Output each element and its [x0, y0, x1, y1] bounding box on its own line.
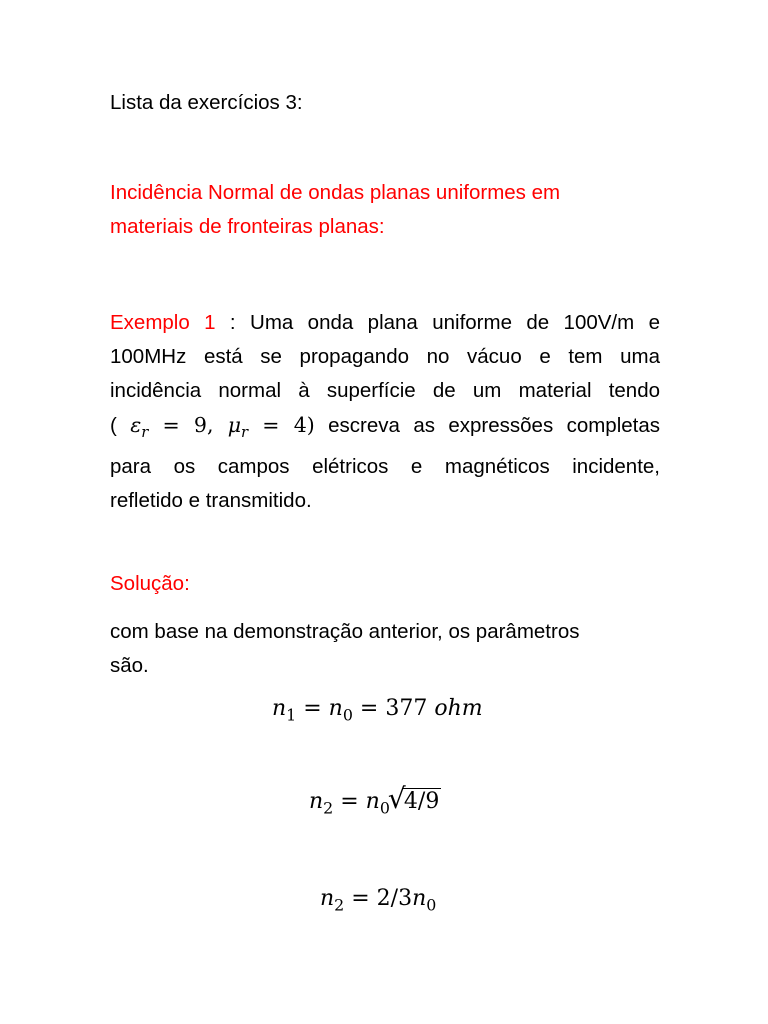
solution-text	[110, 615, 670, 683]
example-line-4: ( $\varepsilon_r = 9$, $\mu_r = 4$) escreva as expressões completas	[110, 413, 661, 442]
material-parameters: $\varepsilon_r = 9$, $\mu_r = 4$)	[130, 413, 315, 442]
solution-line-1: com base na demonstração anterior, os parâmetros	[110, 620, 580, 643]
example-line-6: refletido e transmitido.	[110, 489, 312, 513]
square-root: √ 4/9	[387, 782, 440, 815]
radical-sign-icon: √	[387, 782, 406, 815]
example-1-paragraph	[110, 306, 660, 518]
example-line-5: para os campos elétricos e magnéticos incidente,	[110, 455, 660, 479]
example-line-3: incidência normal à superfície de um material tendo	[110, 379, 660, 402]
exercise-list-title: Lista da exercícios 3:	[110, 91, 303, 114]
solution-line-2: são.	[110, 654, 149, 677]
section-heading-line-1: Incidência Normal de ondas planas uniformes em	[110, 181, 561, 204]
equation-n2-sqrt: $n_2 = n_0$ √ 4/9	[309, 782, 440, 818]
example-line-2: 100MHz está se propagando no vácuo e tem uma	[110, 345, 660, 368]
section-heading	[110, 176, 670, 244]
equation-n1: $n_1 = n_0 = 377$ ohm	[272, 696, 483, 725]
example-line-1: Exemplo 1 : Uma onda plana uniforme de 100V/m e	[110, 311, 660, 334]
example-label: Exemplo 1	[110, 311, 216, 334]
equation-n2-fraction: $n_2 = 2/3n_0$	[320, 886, 437, 915]
section-heading-line-2: materiais de fronteiras planas:	[110, 215, 385, 238]
solution-label: Solução:	[110, 572, 190, 595]
